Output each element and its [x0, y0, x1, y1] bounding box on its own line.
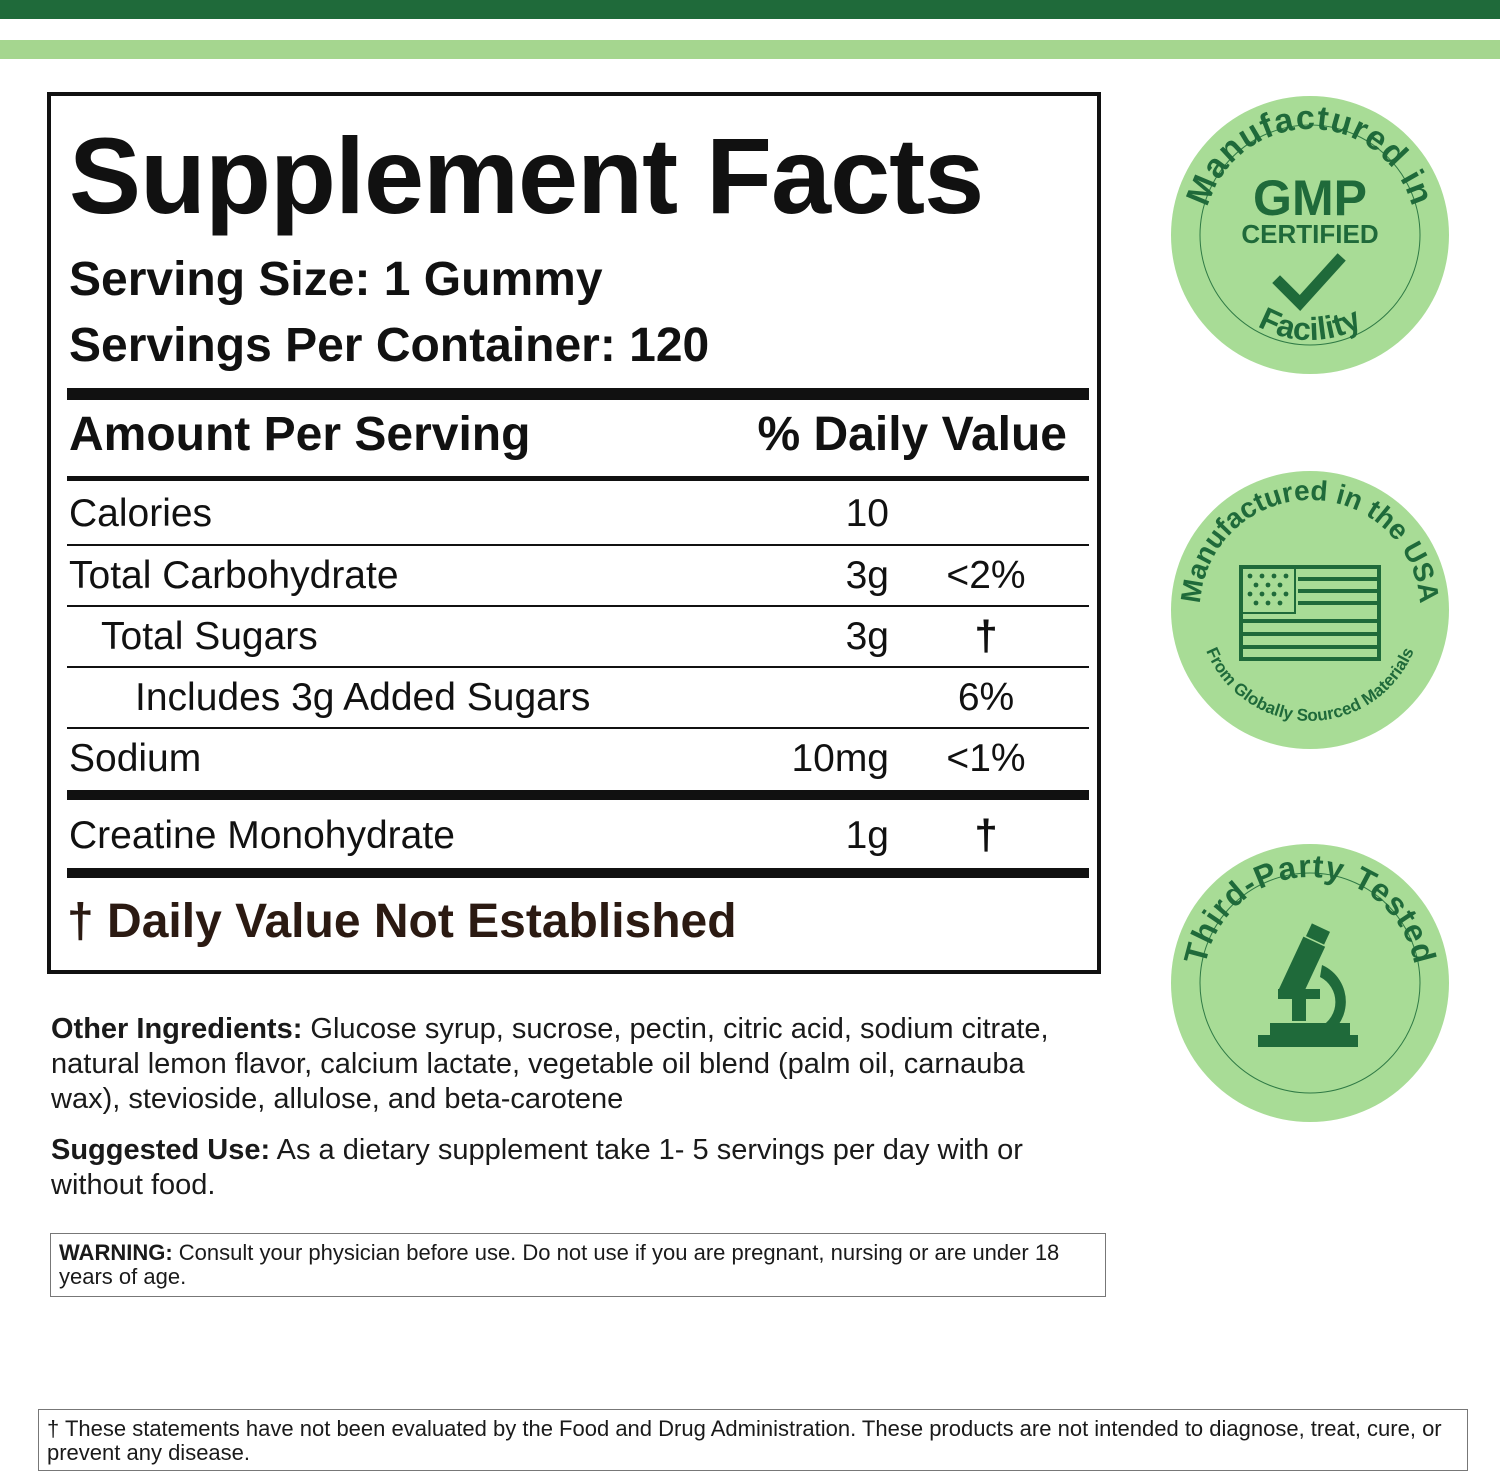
- nutrient-name: Sodium: [69, 737, 202, 780]
- nutrient-row-total-sugars: [67, 607, 1089, 667]
- gmp-subtitle: CERTIFIED: [1241, 219, 1379, 249]
- nutrient-name: Creatine Monohydrate: [69, 814, 455, 857]
- nutrient-row-added-sugars: [67, 668, 1089, 728]
- gmp-arc-bottom: Facility: [1254, 300, 1366, 348]
- thick-rule-top: [67, 388, 1089, 400]
- usa-arc-bottom: From Globally Sourced Materials: [1202, 644, 1418, 726]
- header-rule: [67, 476, 1089, 481]
- gmp-title: GMP: [1253, 170, 1367, 226]
- gmp-arc-top: Manufactured in: [1178, 98, 1442, 211]
- other-ingredients-label: Other Ingredients:: [51, 1013, 303, 1045]
- other-ingredients: [51, 1012, 1061, 1117]
- nutrient-row-creatine: [67, 806, 1089, 866]
- fda-disclaimer-box: [38, 1409, 1468, 1471]
- nutrient-amount: 3g: [845, 554, 889, 597]
- serving-size: Serving Size: 1 Gummy: [69, 253, 603, 306]
- top-stripe-dark: [0, 0, 1500, 19]
- thick-rule-bottom: [67, 868, 1089, 878]
- nutrient-dv: †: [974, 612, 998, 659]
- daily-value-header: % Daily Value: [757, 408, 1067, 461]
- amount-per-serving-header: Amount Per Serving: [69, 408, 531, 461]
- nutrient-dv: <1%: [946, 737, 1026, 780]
- nutrient-dv: <2%: [946, 554, 1026, 597]
- gmp-certified-badge: [1170, 95, 1450, 375]
- nutrient-name: Total Carbohydrate: [69, 554, 399, 597]
- supplement-facts-panel: [47, 92, 1101, 974]
- thick-rule-middle: [67, 790, 1089, 800]
- made-in-usa-badge: [1170, 470, 1450, 750]
- nutrient-name: Total Sugars: [101, 615, 318, 658]
- third-party-arc-top: Third-Party Tested: [1176, 847, 1444, 968]
- nutrient-row-sodium: [67, 729, 1089, 789]
- warning-label: WARNING:: [59, 1240, 173, 1265]
- nutrient-dv: †: [974, 811, 998, 858]
- fda-disclaimer-text: † These statements have not been evaluated by the Food and Drug Administration. These products are not intended to diagnose, treat, cure, or prevent any disease.: [47, 1416, 1442, 1465]
- nutrient-amount: 10mg: [791, 737, 889, 780]
- nutrient-dv: 6%: [957, 676, 1015, 719]
- other-ingredients-text: Glucose syrup, sucrose, pectin, citric acid, sodium citrate, natural lemon flavor, calcium lactate, vegetable oil blend (palm oil, carnauba wax), stevioside, allulose, and beta-carotene: [51, 1013, 1049, 1115]
- usa-arc-top: Manufactured in the USA: [1174, 474, 1446, 605]
- warning-box: [50, 1233, 1106, 1297]
- nutrient-name: Calories: [69, 492, 213, 535]
- suggested-use-text: As a dietary supplement take 1- 5 servings per day with or without food.: [51, 1134, 1023, 1201]
- suggested-use: [51, 1133, 1061, 1203]
- nutrient-row-total-carbohydrate: [67, 546, 1089, 606]
- nutrient-amount: 1g: [845, 814, 889, 857]
- third-party-tested-badge: [1170, 843, 1450, 1123]
- nutrient-row-calories: [67, 484, 1089, 544]
- suggested-use-label: Suggested Use:: [51, 1134, 271, 1166]
- nutrient-amount: 3g: [845, 615, 889, 658]
- daily-value-footnote: † Daily Value Not Established: [67, 895, 737, 948]
- nutrient-name: Includes 3g Added Sugars: [135, 676, 591, 719]
- nutrient-amount: 10: [845, 492, 889, 535]
- servings-per-container: Servings Per Container: 120: [69, 319, 710, 372]
- top-stripe-light: [0, 40, 1500, 59]
- warning-text: Consult your physician before use. Do not use if you are pregnant, nursing or are under 18 years of age.: [59, 1240, 1060, 1289]
- facts-title: Supplement Facts: [69, 115, 984, 236]
